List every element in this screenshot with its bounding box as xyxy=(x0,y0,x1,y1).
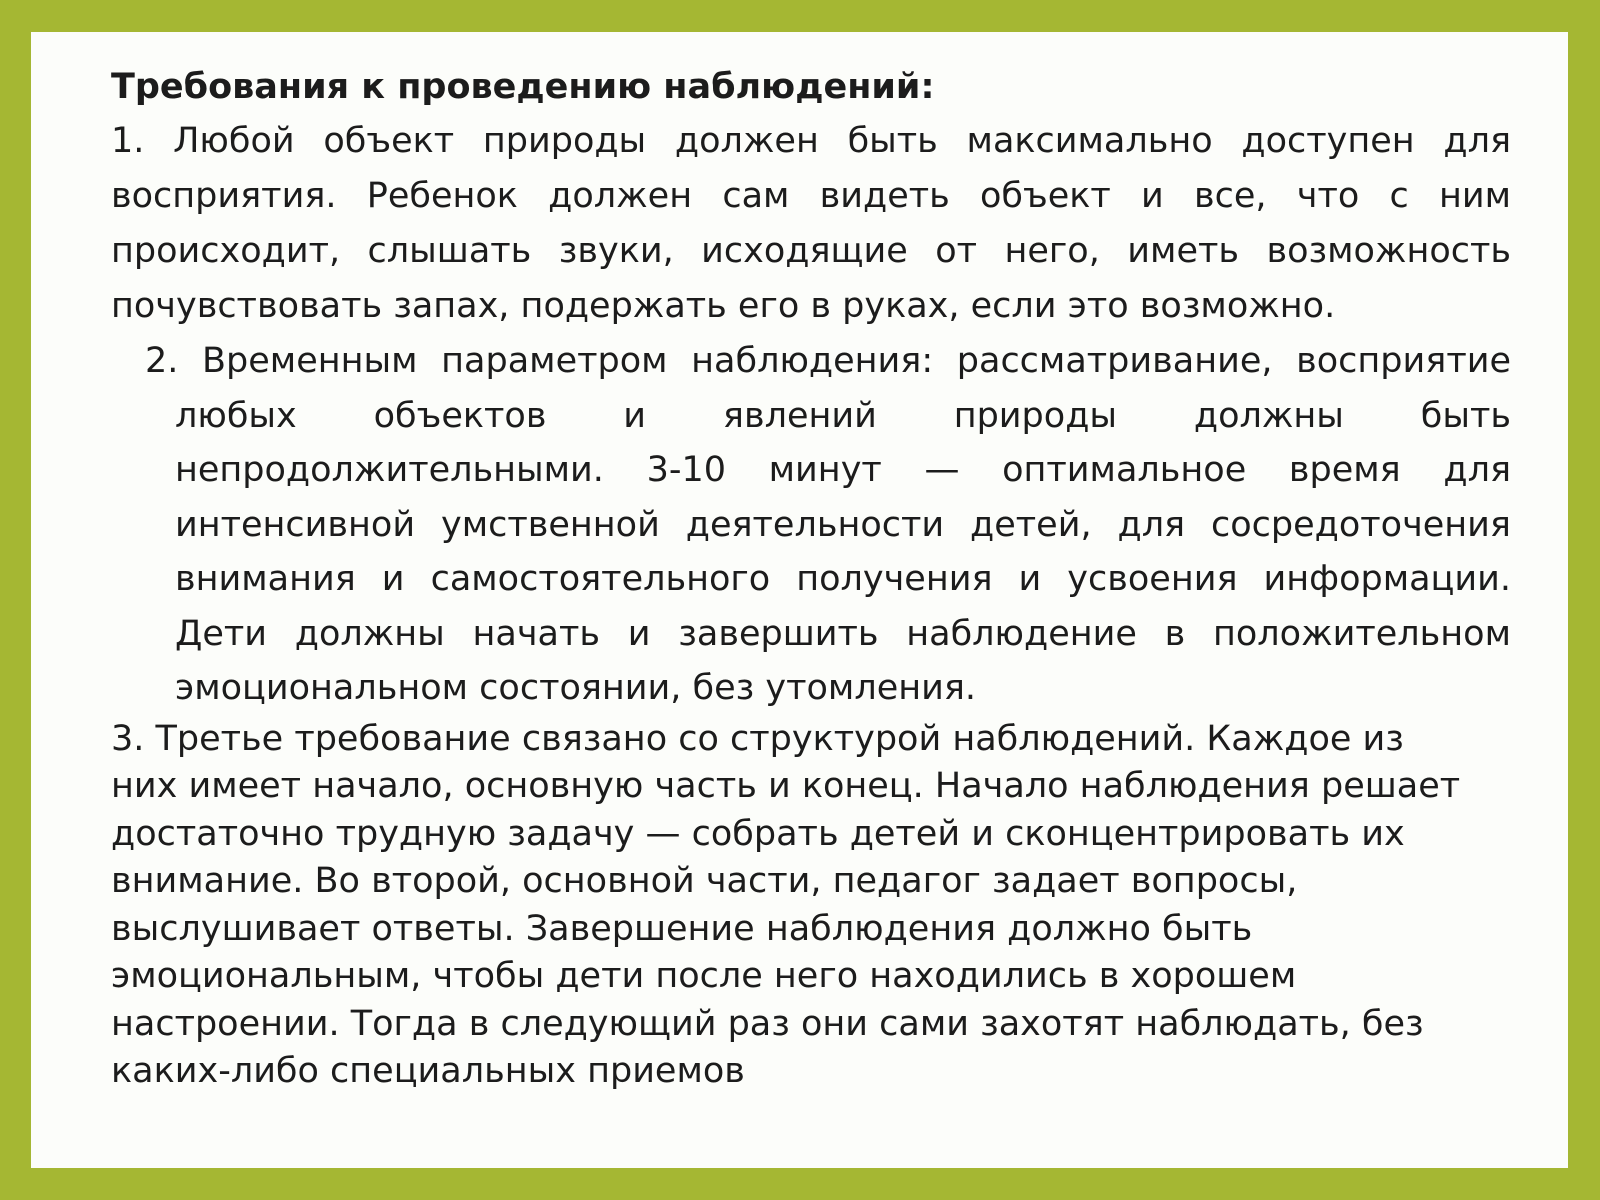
requirement-1: 1. Любой объект природы должен быть максимально доступен для восприятия. Ребенок должен сам видеть объект и все, что с ним происходит, слышать звуки, исходящие от него, иметь возможность почувствовать запах, подержать его в руках, если это возможно. xyxy=(111,121,1511,326)
requirement-3: 3. Третье требование связано со структурой наблюдений. Каждое из них имеет начало, основную часть и конец. Начало наблюдения решает достаточно трудную задачу — собрать детей и сконцентрировать их внимание. Во второй, основной части, педагог задает вопросы, выслушивает ответы. Завершение наблюдения должно быть эмоциональным, чтобы дети после него находились в хорошем настроении. Тогда в следующий раз они сами захотят наблюдать, без каких-либо специальных приемов xyxy=(111,718,1461,1091)
slide-content xyxy=(111,62,1511,1096)
slide-panel xyxy=(31,32,1568,1168)
slide-title: Требования к проведению наблюдений: xyxy=(111,67,935,107)
requirement-2: 2. Временным параметром наблюдения: рассматривание, восприятие любых объектов и явлений природы должны быть непродолжительными. 3-10 минут — оптимальное время для интенсивной умственной деятельности детей, для сосредоточения внимания и самостоятельного получения и усвоения информации. Дети должны начать и завершить наблюдение в положительном эмоциональном состоянии, без утомления. xyxy=(145,341,1511,708)
